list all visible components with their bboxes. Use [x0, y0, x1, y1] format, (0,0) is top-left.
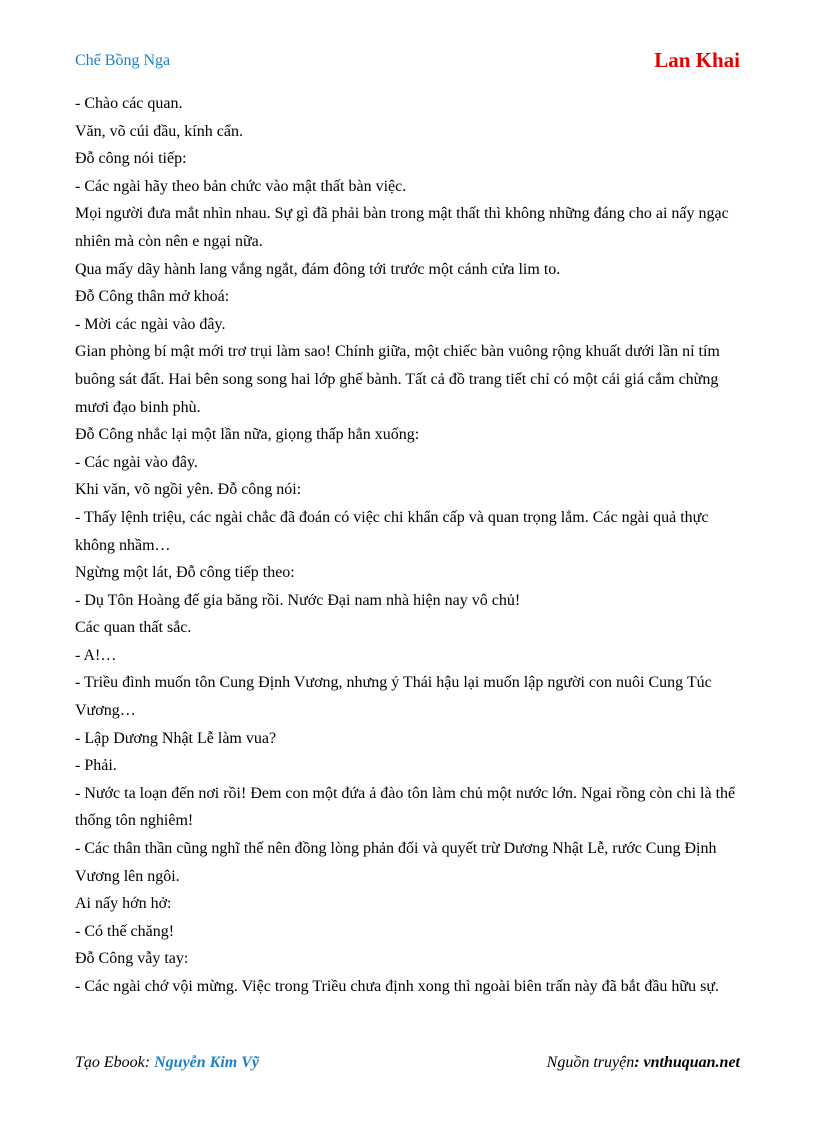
paragraph: Đỗ Công nhắc lại một lần nữa, giọng thấp hẳn xuống:	[75, 426, 420, 444]
paragraph: Qua mấy dãy hành lang vắng ngắt, đám đông tới trước một cánh cửa lim to.	[75, 260, 561, 278]
paragraph: - Triều đình muốn tôn Cung Định Vương, nhưng ý Thái hậu lại muốn lập người con nuôi Cung Túc Vương…	[75, 674, 712, 720]
paragraph: - Phải.	[75, 757, 117, 775]
paragraph: - Mời các ngài vào đây.	[75, 315, 226, 333]
paragraph: Mọi người đưa mắt nhìn nhau. Sự gì đã phải bàn trong mật thất thì không những đáng cho ai nấy ngạc nhiên mà còn nên e ngại nữa.	[75, 205, 729, 250]
paragraph: Văn, võ cúi đầu, kính cẩn.	[75, 122, 243, 140]
paragraph: - Các ngài hãy theo bản chức vào mật thất bàn việc.	[75, 177, 407, 195]
author-name: Lan Khai	[654, 48, 740, 72]
paragraph: Các quan thất sắc.	[75, 619, 192, 637]
paragraph: Đỗ Công vẫy tay:	[75, 950, 189, 968]
source-site: vnthuquan.net	[643, 1054, 740, 1071]
paragraph: Khi văn, võ ngồi yên. Đỗ công nói:	[75, 481, 302, 499]
page-body	[75, 90, 741, 1001]
paragraph: - Chào các quan.	[75, 95, 183, 112]
paragraph: - Nước ta loạn đến nơi rồi! Đem con một đứa ả đào tôn làm chủ một nước lớn. Ngai rồng còn chi là thể thống tôn nghiêm!	[75, 784, 736, 830]
source-label: Nguồn truyện	[546, 1054, 635, 1071]
page-footer	[75, 1054, 740, 1076]
source-credit: Nguồn truyện: vnthuquan.net	[546, 1054, 740, 1071]
paragraph: - Dụ Tôn Hoàng đế gia băng rồi. Nước Đại nam nhà hiện nay vô chủ!	[75, 591, 521, 609]
paragraph: - Có thế chăng!	[75, 922, 175, 940]
page-header	[75, 48, 740, 78]
paragraph: Đỗ Công thân mở khoá:	[75, 288, 230, 306]
book-title: Chế Bồng Nga	[75, 52, 171, 69]
paragraph: - Các ngài vào đây.	[75, 453, 198, 471]
ebook-label: Tạo Ebook	[75, 1054, 145, 1071]
paragraph: Ai nấy hớn hở:	[75, 895, 172, 913]
paragraph: Ngừng một lát, Đỗ công tiếp theo:	[75, 564, 295, 582]
paragraph: - Thấy lệnh triệu, các ngài chắc đã đoán có việc chi khẩn cấp và quan trọng lắm. Các ngài quả thực không nhầm…	[75, 508, 709, 554]
paragraph: Đỗ công nói tiếp:	[75, 150, 187, 168]
paragraph: - Các ngài chớ vội mừng. Việc trong Triều chưa định xong thì ngoài biên trấn này đã bắt đầu hữu sự.	[75, 978, 719, 995]
ebook-creator-name: Nguyễn Kim Vỹ	[154, 1054, 259, 1071]
ebook-credit: Tạo Ebook: Nguyễn Kim Vỹ	[75, 1054, 259, 1071]
paragraph: Gian phòng bí mật mới trơ trụi làm sao! Chính giữa, một chiếc bàn vuông rộng khuất dưới lần nỉ tím buông sát đất. Hai bên song song hai lớp ghế bành. Tất cả đồ trang tiết chỉ có một cái giá cắm chừng mươi đạo binh phù.	[75, 343, 720, 416]
paragraph: - A!…	[75, 646, 117, 664]
paragraph: - Các thân thần cũng nghĩ thế nên đồng lòng phản đối và quyết trừ Dương Nhật Lễ, rước Cung Định Vương lên ngôi.	[75, 840, 717, 885]
paragraph: - Lập Dương Nhật Lễ làm vua?	[75, 729, 277, 747]
